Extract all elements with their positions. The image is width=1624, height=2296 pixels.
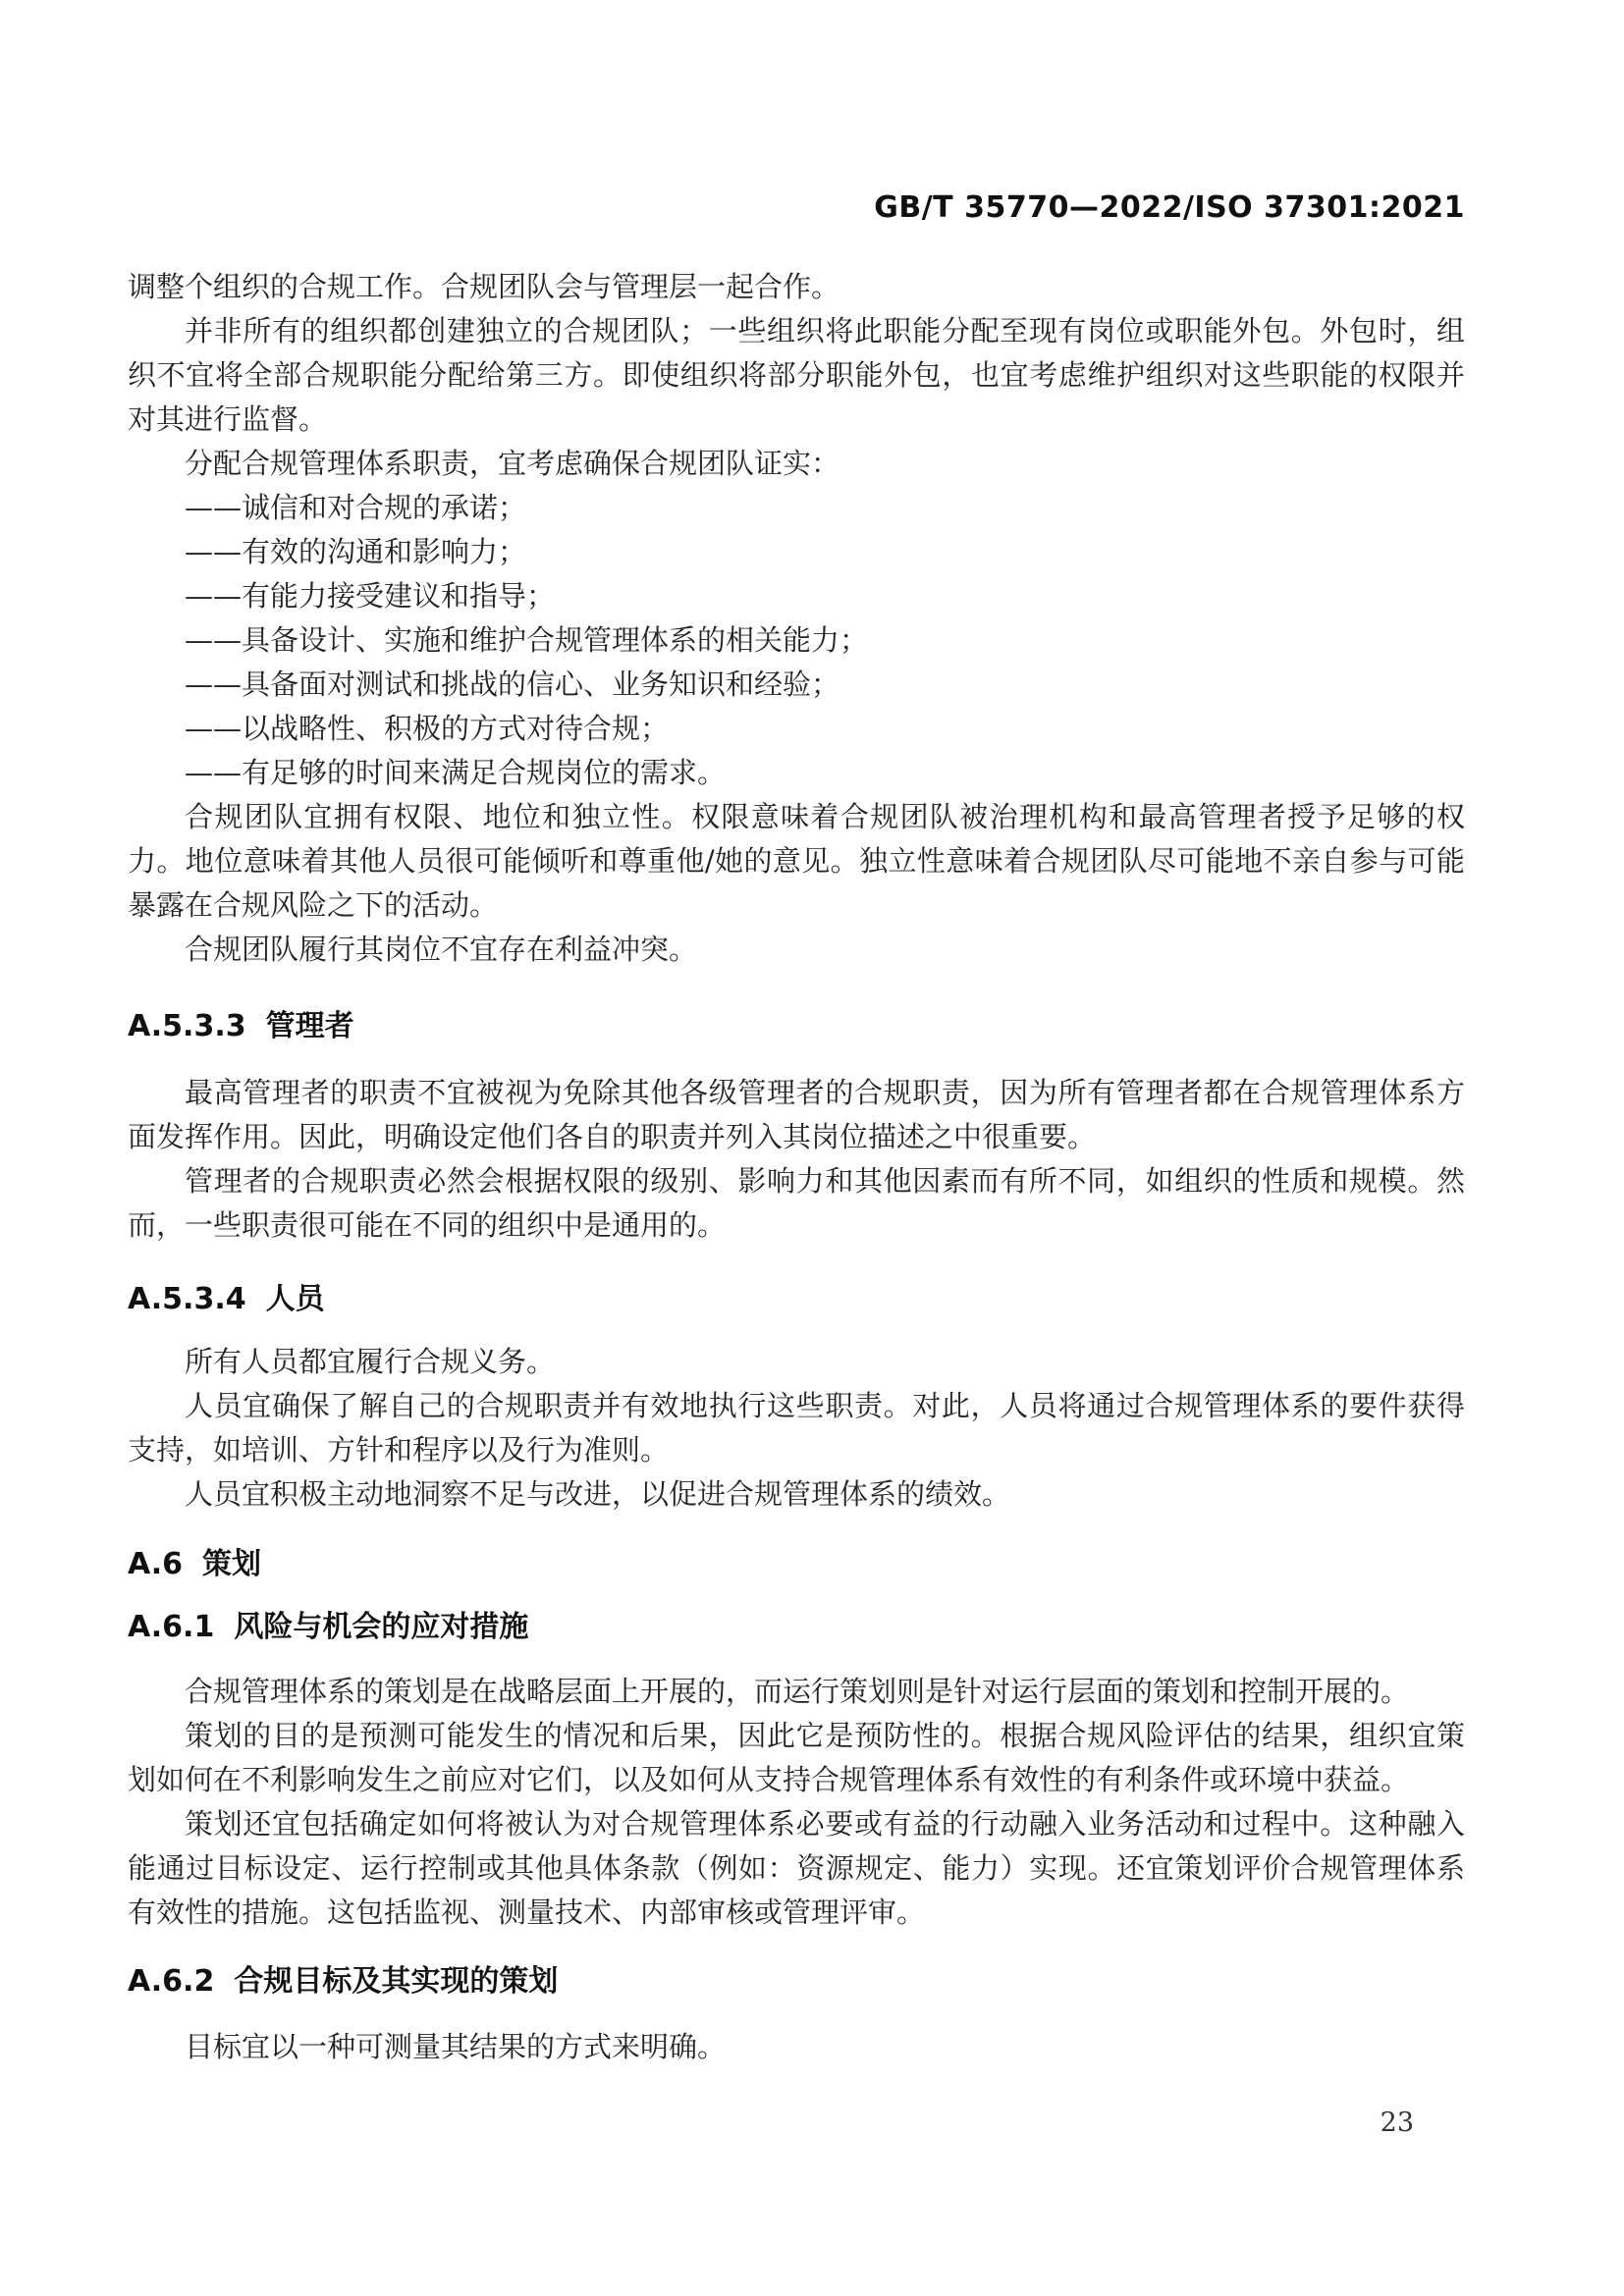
list-item: ——具备面对测试和挑战的信心、业务知识和经验； <box>185 667 840 701</box>
page-number: 23 <box>1380 2108 1414 2138</box>
list-item: ——有足够的时间来满足合规岗位的需求。 <box>185 756 727 789</box>
para-outsourcing: 并非所有的组织都创建独立的合规团队；一些组织将此职能分配至现有岗位或职能外包。外包时，组织不宜将全部合规职能分配给第三方。即使组织将部分职能外包，也宜考虑维护组织对这些职能的权限并对其进行监督。 <box>128 314 1465 436</box>
standard-code-header: GB/T 35770—2022/ISO 37301:2021 <box>874 190 1465 225</box>
para-planning-levels: 合规管理体系的策划是在战略层面上开展的，而运行策划则是针对运行层面的策划和控制开展的。 <box>185 1675 1410 1708</box>
section-heading-a62 <box>128 1959 1465 2003</box>
document-body <box>128 265 1465 2069</box>
section-title: 策划 <box>202 1547 262 1581</box>
section-number: A.6 <box>128 1547 184 1581</box>
section-heading-a533 <box>128 1004 1465 1048</box>
section-number: A.5.3.4 <box>128 1282 246 1316</box>
para-objectives-measurable: 目标宜以一种可测量其结果的方式来明确。 <box>185 2030 727 2063</box>
section-title: 人员 <box>265 1282 325 1316</box>
list-item: ——诚信和对合规的承诺； <box>185 491 527 524</box>
section-heading-a534 <box>128 1277 1465 1321</box>
para-planning-integration: 策划还宜包括确定如何将被认为对合规管理体系必要或有益的行动融入业务活动和过程中。这种融入能通过目标设定、运行控制或其他具体条款（例如：资源规定、能力）实现。还宜策划评价合规管理体系有效性的措施。这包括监视、测量技术、内部审核或管理评审。 <box>128 1807 1465 1929</box>
list-item: ——以战略性、积极的方式对待合规； <box>185 712 670 745</box>
para-personnel-improve: 人员宜积极主动地洞察不足与改进，以促进合规管理体系的绩效。 <box>185 1477 1011 1511</box>
para-authority: 合规团队宜拥有权限、地位和独立性。权限意味着合规团队被治理机构和最高管理者授予足够的权力。地位意味着其他人员很可能倾听和尊重他/她的意见。独立性意味着合规团队尽可能地不亲自参与可能暴露在合规风险之下的活动。 <box>128 800 1465 922</box>
para-top-management: 最高管理者的职责不宜被视为免除其他各级管理者的合规职责，因为所有管理者都在合规管理体系方面发挥作用。因此，明确设定他们各自的职责并列入其岗位描述之中很重要。 <box>128 1076 1465 1153</box>
para-continuation: 调整个组织的合规工作。合规团队会与管理层一起合作。 <box>128 270 840 303</box>
para-manager-duties: 管理者的合规职责必然会根据权限的级别、影响力和其他因素而有所不同，如组织的性质和规模。然而，一些职责很可能在不同的组织中是通用的。 <box>128 1164 1465 1242</box>
section-heading-a61 <box>128 1605 1465 1649</box>
section-heading-a6 <box>128 1542 1465 1586</box>
list-item: ——有效的沟通和影响力； <box>185 535 527 568</box>
section-number: A.6.1 <box>128 1610 215 1644</box>
section-title: 合规目标及其实现的策划 <box>234 1964 559 1999</box>
para-personnel-support: 人员宜确保了解自己的合规职责并有效地执行这些职责。对此，人员将通过合规管理体系的要件获得支持，如培训、方针和程序以及行为准则。 <box>128 1389 1465 1467</box>
list-item: ——具备设计、实施和维护合规管理体系的相关能力； <box>185 623 869 657</box>
section-title: 管理者 <box>265 1009 354 1043</box>
para-assignment-intro: 分配合规管理体系职责，宜考虑确保合规团队证实： <box>185 447 840 480</box>
section-number: A.6.2 <box>128 1964 215 1999</box>
list-item: ——有能力接受建议和指导； <box>185 579 556 613</box>
para-planning-purpose: 策划的目的是预测可能发生的情况和后果，因此它是预防性的。根据合规风险评估的结果，组织宜策划如何在不利影响发生之前应对它们，以及如何从支持合规管理体系有效性的有利条件或环境中获益。 <box>128 1719 1465 1796</box>
section-title: 风险与机会的应对措施 <box>234 1610 529 1644</box>
para-conflict: 合规团队履行其岗位不宜存在利益冲突。 <box>185 933 698 966</box>
para-personnel-obligation: 所有人员都宜履行合规义务。 <box>185 1345 556 1378</box>
section-number: A.5.3.3 <box>128 1009 246 1043</box>
